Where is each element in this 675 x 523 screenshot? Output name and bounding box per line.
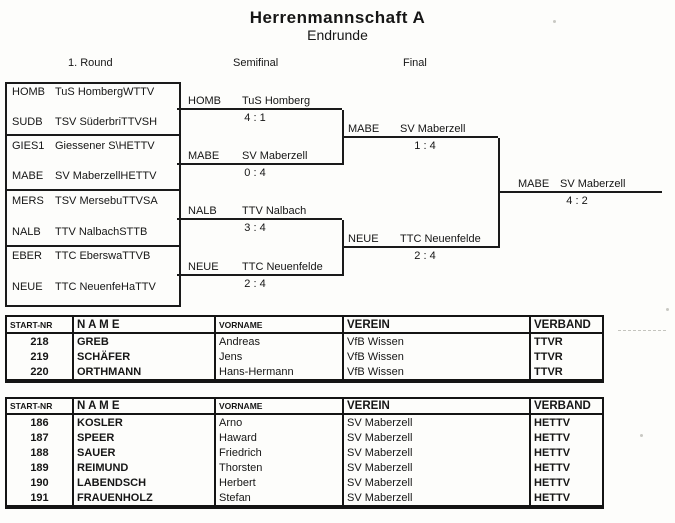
team-name: SV MaberzellHETTV: [55, 170, 157, 182]
cell-verband: TTVR: [530, 349, 603, 364]
first-round-team-homb: [12, 86, 154, 99]
team-code: EBER: [12, 250, 42, 262]
cell-start-nr: 189: [6, 460, 73, 475]
final-entry-neue: [342, 233, 498, 248]
cell-start-nr: 191: [6, 490, 73, 507]
table-row: [6, 430, 603, 445]
first-round-separator: [5, 189, 179, 191]
team-code: NEUE: [348, 233, 379, 245]
team-name: TTC NeuenfeHaTTV: [55, 281, 156, 293]
team-code: GIES1: [12, 140, 45, 152]
cell-verband: HETTV: [530, 414, 603, 430]
cell-start-nr: 186: [6, 414, 73, 430]
match-score: 4 : 1: [244, 112, 266, 124]
semifinal-entry-nalb: [177, 205, 342, 220]
table-header-row: [6, 398, 603, 414]
team-code: HOMB: [12, 86, 45, 98]
scan-artifact: [640, 434, 643, 437]
table-row: [6, 349, 603, 364]
cell-vorname: Hans-Hermann: [215, 364, 343, 381]
cell-verband: TTVR: [530, 333, 603, 349]
team-name: TTC Neuenfelde: [400, 233, 481, 245]
page-subtitle: Endrunde: [307, 27, 368, 43]
first-round-team-gies1: [12, 140, 155, 153]
cell-start-nr: 218: [6, 333, 73, 349]
cell-name: REIMUND: [73, 460, 215, 475]
header-vorname: VORNAME: [215, 316, 343, 333]
cell-name: SAUER: [73, 445, 215, 460]
match-score: 0 : 4: [244, 167, 266, 179]
players-table-sv-maberzell: [5, 397, 604, 509]
table-row: [6, 364, 603, 381]
team-name: TTC EberswaTTVB: [55, 250, 151, 262]
cell-name: SCHÄFER: [73, 349, 215, 364]
cell-verein: SV Maberzell: [343, 475, 530, 490]
header-start-nr: START-NR: [6, 316, 73, 333]
first-round-separator: [5, 134, 179, 136]
cell-verband: HETTV: [530, 445, 603, 460]
header-verband: VERBAND: [530, 316, 603, 333]
scan-artifact: [553, 20, 556, 23]
team-code: NALB: [188, 205, 217, 217]
bracket-connector-final: [498, 138, 500, 248]
cell-start-nr: 190: [6, 475, 73, 490]
cell-vorname: Jens: [215, 349, 343, 364]
winner-entry: [498, 178, 662, 193]
cell-name: SPEER: [73, 430, 215, 445]
cell-verein: VfB Wissen: [343, 333, 530, 349]
match-score: 3 : 4: [244, 222, 266, 234]
team-name: TuS Homberg: [242, 95, 311, 107]
cell-name: KOSLER: [73, 414, 215, 430]
header-vorname: VORNAME: [215, 398, 343, 414]
team-name: TTV NalbachSTTB: [55, 226, 148, 238]
cell-verein: SV Maberzell: [343, 490, 530, 507]
team-name: SV Maberzell: [560, 178, 626, 190]
cell-verband: TTVR: [530, 364, 603, 381]
table-row: [6, 460, 603, 475]
semifinal-entry-mabe: [177, 150, 342, 165]
team-name: Giessener S\HETTV: [55, 140, 155, 152]
final-entry-mabe: [342, 123, 498, 138]
cell-verein: SV Maberzell: [343, 445, 530, 460]
players-table-vfb-wissen: [5, 315, 604, 383]
cell-verband: HETTV: [530, 475, 603, 490]
round-header-final: Final: [403, 57, 427, 69]
cell-vorname: Herbert: [215, 475, 343, 490]
header-verband: VERBAND: [530, 398, 603, 414]
team-code: NEUE: [12, 281, 43, 293]
header-name: N A M E: [73, 398, 215, 414]
cell-vorname: Thorsten: [215, 460, 343, 475]
team-code: SUDB: [12, 116, 43, 128]
match-score: 2 : 4: [244, 278, 266, 290]
round-header-semifinal: Semifinal: [233, 57, 279, 69]
first-round-team-eber: [12, 250, 150, 263]
cell-verein: VfB Wissen: [343, 349, 530, 364]
first-round-separator: [5, 245, 179, 247]
round-header-first-round: 1. Round: [68, 57, 113, 69]
table-row: [6, 445, 603, 460]
team-code: MABE: [348, 123, 380, 135]
table-row: [6, 414, 603, 430]
team-name: SV Maberzell: [400, 123, 466, 135]
team-name: TSV MersebuTTVSA: [55, 195, 158, 207]
cell-vorname: Haward: [215, 430, 343, 445]
cell-vorname: Arno: [215, 414, 343, 430]
first-round-team-mers: [12, 195, 158, 208]
first-round-team-mabe: [12, 170, 156, 183]
team-code: NEUE: [188, 261, 219, 273]
cell-name: ORTHMANN: [73, 364, 215, 381]
first-round-team-neue: [12, 281, 156, 294]
team-code: MERS: [12, 195, 44, 207]
match-score: 1 : 4: [414, 140, 436, 152]
header-verein: VEREIN: [343, 316, 530, 333]
team-code: MABE: [12, 170, 44, 182]
cell-start-nr: 219: [6, 349, 73, 364]
header-verein: VEREIN: [343, 398, 530, 414]
cell-verein: SV Maberzell: [343, 414, 530, 430]
team-name: TSV SüderbriTTVSH: [55, 116, 158, 128]
team-code: MABE: [518, 178, 550, 190]
table-row: [6, 333, 603, 349]
first-round-team-sudb: [12, 116, 157, 129]
cell-start-nr: 220: [6, 364, 73, 381]
match-score: 2 : 4: [414, 250, 436, 262]
cell-verband: HETTV: [530, 490, 603, 507]
table-row: [6, 475, 603, 490]
team-name: TuS HombergWTTV: [55, 86, 155, 98]
cell-verband: HETTV: [530, 460, 603, 475]
bracket-connector-semifinal-2: [342, 220, 344, 276]
scan-artifact: [618, 330, 666, 331]
semifinal-entry-homb: [177, 95, 342, 110]
team-name: TTC Neuenfelde: [242, 261, 323, 273]
semifinal-entry-neue: [177, 261, 342, 276]
first-round-team-nalb: [12, 226, 147, 239]
header-start-nr: START-NR: [6, 398, 73, 414]
team-name: SV Maberzell: [242, 150, 308, 162]
cell-verein: SV Maberzell: [343, 430, 530, 445]
team-code: MABE: [188, 150, 220, 162]
cell-verband: HETTV: [530, 430, 603, 445]
page-title: Herrenmannschaft A: [249, 8, 426, 27]
team-code: NALB: [12, 226, 41, 238]
team-code: HOMB: [188, 95, 221, 107]
header-name: N A M E: [73, 316, 215, 333]
team-name: TTV Nalbach: [242, 205, 307, 217]
scan-artifact: [666, 308, 669, 311]
table-row: [6, 490, 603, 507]
cell-vorname: Friedrich: [215, 445, 343, 460]
cell-start-nr: 188: [6, 445, 73, 460]
cell-name: LABENDSCH: [73, 475, 215, 490]
table-header-row: [6, 316, 603, 333]
cell-start-nr: 187: [6, 430, 73, 445]
cell-name: GREB: [73, 333, 215, 349]
match-score: 4 : 2: [566, 195, 588, 207]
cell-verein: VfB Wissen: [343, 364, 530, 381]
cell-verein: SV Maberzell: [343, 460, 530, 475]
cell-vorname: Stefan: [215, 490, 343, 507]
cell-vorname: Andreas: [215, 333, 343, 349]
cell-name: FRAUENHOLZ: [73, 490, 215, 507]
